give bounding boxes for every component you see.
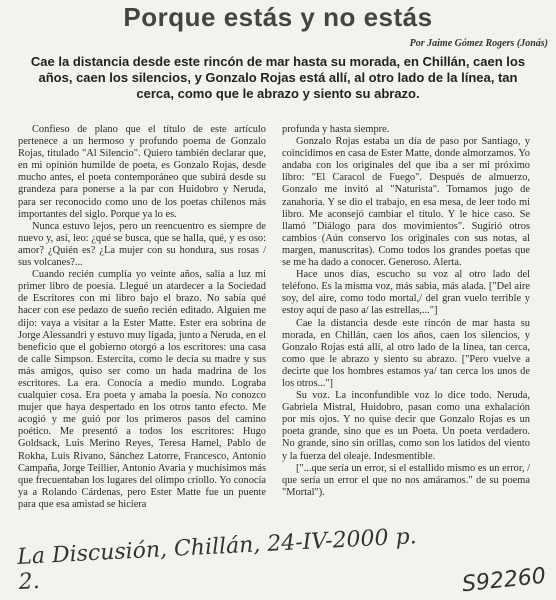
article-lead: Cae la distancia desde este rincón de mar hasta su morada, en Chillán, caen los años, caen los silencios, y Gonzalo Rojas está allí, al otro lado de la línea, tan cerca, como que le abrazo y siento su abrazo. (30, 54, 526, 101)
paragraph: Cuando recién cumplía yo veinte años, salía a luz mi primer libro de poesía. Llegué un atardecer a la Sociedad de Escritores con mi libro bajo el brazo. No sabía qué hacer con ese pedazo de sueño recién editado. Alguien me dijo: vaya a visitar a la Ester Matte. Ester era sobrina de Jorge Alessandri y estuvo muy ligada, junto a Neruda, en el beneficio que el gobierno otorgó a los escritores: una casa de calle Simpson. Estercita, como le decía su madre y sus más amigos, quiso ser como un hada madrina de los escritores. La era. Conocía a medio mundo. Lograba cualquier cosa. Era poeta y amaba la poesía. No conozco mujer que haya despertado en los otros tanto efecto. Me acogió y me guió por los primeros pasos del camino poético. Me presentó a todos los escritores: Hugo Goldsack, Luis Merino Reyes, Teresa Hamel, Pablo de Rokha, Luis Rivano, Sánchez Latorre, Francesco, Antonio Campaña, Jorge Teillier, Antonio Avaria y muchísimos más que frecuentaban los lugares del olimpo criollo. Yo conocía ya a Rolando Cárdenas, pero Ester Matte fue un puente para que esa amistad se hiciera (18, 269, 266, 510)
right-column (282, 124, 530, 499)
paragraph: profunda y hasta siempre. (282, 124, 390, 135)
paragraph: Cae la distancia desde este rincón de mar hasta su morada, en Chillán, caen los años, caen los silencios, y Gonzalo Rojas está allí, al otro lado de la línea, tan cerca, como que le abrazo y siento su abrazo. ["Pero vuelve a decirte que los hombres estamos ya/ tan cerca los unos de los otros..."] (282, 317, 530, 389)
article-title: Porque estás y no estás (123, 2, 433, 32)
paragraph: Confieso de plano que el título de este artículo pertenece a un hermoso y profundo poema de Gonzalo Rojas, titulado "Al Silencio". Quiero también declarar que, en mi opinión humilde de poeta, es Gonzalo Rojas, desde mucho antes, el poeta contemporáneo que subirá desde su grandeza para ponerse a la par con Huidobro y Neruda, para ser reconocido como uno de los poetas chilenos más importantes del siglo. Porque ya lo es. (18, 124, 266, 220)
paragraph: ["...que sería un error, si el estallido mismo es un error, / que sería un error el que no nos amáramos." de su poema "Mortal"). (282, 462, 530, 498)
paragraph: Nunca estuvo lejos, pero un reencuentro es siempre de nuevo y, así, leo: ¿qué se busca, que se halla, qué, y es oso: amor? ¿Quién es? ¿La mujer con su hondura, sus rosas / sus volcanes?... (18, 220, 266, 269)
article-byline: Por Jaime Gómez Rogers (Jonás) (409, 38, 548, 49)
paragraph: Su voz. La inconfundible voz lo dice todo. Neruda, Gabriela Mistral, Huidobro, pasan como una exhalación por mis ojos. Y no quise decir que Gonzalo Rojas es un poeta grande, sino que es un Poeta. Un poeta verdadero. No grande, sino sin orillas, como son los latidos del viento y la fuerza del oleaje. Indesmentible. (282, 390, 530, 462)
paragraph: Gonzalo Rojas estaba un día de paso por Santiago, y coincidimos en casa de Ester Matte, donde almorzamos. Yo andaba con los originales del que iba a ser mi próximo libro: "El Caracol de Fuego". Después de almuerzo, Gonzalo me invitó al "Naturista". Tomamos jugo de zanahoria. Y se dio el trabajo, en esa mesa, de leer todo mi libro. Me aconsejó cambiar el título. Y le hice caso. Se llamó "Diálogo para dos movimientos". Sugirió otros cambios (Aún conservo los originales con sus notas, al margen, manuscritas). Como todos los grandes poetas que se me ha dado a conocer. Generoso. Alerta. (282, 136, 530, 269)
paragraph: Hace unos días, escucho su voz al otro lado del teléfono. Es la misma voz, más sabia, más alada. ["Del aire soy, del aire, como todo mortal,/ del gran vuelo terrible y estoy aquí de paso a/ las estrellas,..."] (282, 269, 530, 317)
left-column (18, 124, 266, 511)
handwritten-source-note: La Discusión, Chillán, 24-IV-2000 p. 2. (16, 524, 418, 595)
catalog-number: S92260 (460, 563, 548, 598)
